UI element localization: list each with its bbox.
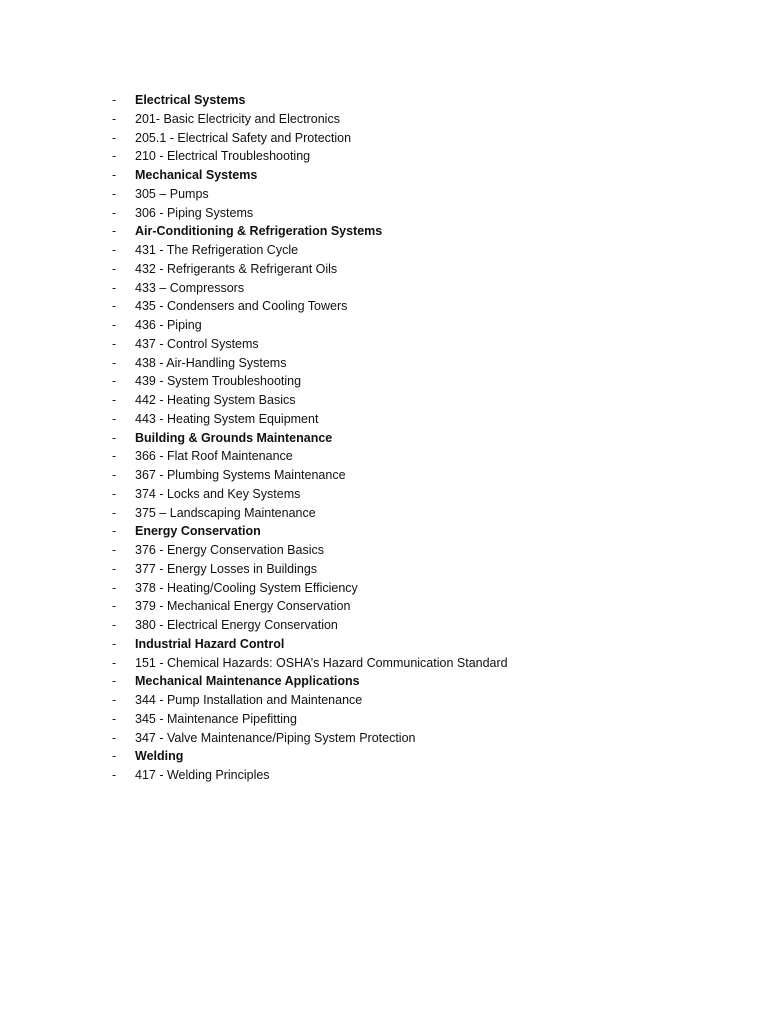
course-text: 442 - Heating System Basics — [135, 393, 296, 407]
course-text: 205.1 - Electrical Safety and Protection — [135, 130, 352, 145]
course-item — [112, 560, 508, 579]
course-text: 378 - Heating/Cooling System Efficiency — [135, 580, 358, 595]
bullet-dash: - — [112, 149, 117, 164]
course-text: 305 – Pumps — [135, 186, 209, 201]
course-text: 437 - Control Systems — [135, 336, 259, 351]
bullet-dash: - — [112, 655, 117, 670]
course-text: 417 - Welding Principles — [135, 768, 270, 782]
bullet-dash: - — [112, 168, 117, 182]
course-item — [112, 204, 508, 223]
course-item — [112, 241, 508, 260]
section-heading-text: Welding — [135, 749, 184, 764]
course-item — [112, 691, 508, 710]
course-item — [112, 579, 508, 598]
course-text: 151 - Chemical Hazards: OSHA’s Hazard Communication Standard — [135, 655, 508, 670]
section-heading-text: Electrical Systems — [135, 93, 246, 107]
course-text: 345 - Maintenance Pipefitting — [135, 711, 297, 726]
section-heading-text: Mechanical Maintenance Applications — [135, 674, 360, 689]
course-item — [112, 129, 508, 148]
course-item — [112, 260, 508, 279]
course-item — [112, 372, 508, 391]
section-heading-item — [112, 522, 508, 541]
section-heading-text: Energy Conservation — [135, 524, 261, 539]
bullet-dash: - — [112, 261, 117, 276]
course-item — [112, 279, 508, 298]
course-text: 377 - Energy Losses in Buildings — [135, 561, 318, 576]
bullet-dash: - — [112, 224, 117, 239]
course-text: 435 - Condensers and Cooling Towers — [135, 299, 348, 314]
course-item — [112, 110, 508, 129]
course-item — [112, 316, 508, 335]
course-item — [112, 597, 508, 616]
course-text: 438 - Air-Handling Systems — [135, 355, 287, 370]
course-text: 436 - Piping — [135, 318, 202, 332]
course-text: 375 – Landscaping Maintenance — [135, 505, 316, 520]
section-heading-text: Industrial Hazard Control — [135, 636, 285, 651]
bullet-dash: - — [112, 636, 117, 651]
bullet-dash: - — [112, 561, 117, 576]
course-item — [112, 485, 508, 504]
bullet-dash: - — [112, 468, 117, 482]
course-text: 344 - Pump Installation and Maintenance — [135, 693, 363, 707]
bullet-dash: - — [112, 430, 117, 445]
course-text: 376 - Energy Conservation Basics — [135, 543, 324, 557]
bullet-dash: - — [112, 580, 117, 595]
bullet-dash: - — [112, 486, 117, 501]
section-heading-item — [112, 747, 508, 766]
course-text: 379 - Mechanical Energy Conservation — [135, 599, 351, 614]
course-text: 306 - Piping Systems — [135, 205, 254, 220]
section-heading-item — [112, 222, 508, 241]
course-item — [112, 710, 508, 729]
course-text: 431 - The Refrigeration Cycle — [135, 243, 299, 257]
section-heading-item — [112, 429, 508, 448]
course-text: 432 - Refrigerants & Refrigerant Oils — [135, 261, 338, 276]
bullet-dash: - — [112, 411, 117, 426]
bullet-dash: - — [112, 130, 117, 145]
course-item — [112, 391, 508, 410]
bullet-dash: - — [112, 768, 117, 782]
bullet-dash: - — [112, 618, 117, 632]
bullet-dash: - — [112, 524, 117, 539]
bullet-dash: - — [112, 280, 117, 295]
course-item — [112, 185, 508, 204]
course-item — [112, 616, 508, 635]
course-text: 433 – Compressors — [135, 280, 245, 295]
course-text: 443 - Heating System Equipment — [135, 411, 319, 426]
course-item — [112, 466, 508, 485]
section-heading-item — [112, 672, 508, 691]
bullet-dash: - — [112, 543, 117, 557]
bullet-dash: - — [112, 449, 117, 464]
bullet-dash: - — [112, 111, 117, 126]
course-text: 201- Basic Electricity and Electronics — [135, 111, 340, 126]
course-item — [112, 729, 508, 748]
bullet-dash: - — [112, 336, 117, 351]
bullet-dash: - — [112, 243, 117, 257]
bullet-dash: - — [112, 730, 117, 745]
bullet-dash: - — [112, 318, 117, 332]
course-item — [112, 354, 508, 373]
bullet-dash: - — [112, 693, 117, 707]
bullet-dash: - — [112, 599, 117, 614]
bullet-dash: - — [112, 505, 117, 520]
course-item — [112, 504, 508, 523]
section-heading-text: Building & Grounds Maintenance — [135, 430, 333, 445]
course-item — [112, 410, 508, 429]
course-text: 439 - System Troubleshooting — [135, 374, 302, 389]
section-heading-item — [112, 635, 508, 654]
course-text: 210 - Electrical Troubleshooting — [135, 149, 311, 164]
section-heading-item — [112, 166, 508, 185]
course-text: 374 - Locks and Key Systems — [135, 486, 301, 501]
course-item — [112, 297, 508, 316]
course-text: 366 - Flat Roof Maintenance — [135, 449, 293, 464]
bullet-dash: - — [112, 711, 117, 726]
bullet-dash: - — [112, 299, 117, 314]
course-list — [112, 91, 508, 785]
course-item — [112, 147, 508, 166]
bullet-dash: - — [112, 355, 117, 370]
bullet-dash: - — [112, 186, 117, 201]
bullet-dash: - — [112, 93, 117, 107]
bullet-dash: - — [112, 374, 117, 389]
course-text: 347 - Valve Maintenance/Piping System Protection — [135, 730, 416, 745]
course-item — [112, 447, 508, 466]
course-text: 367 - Plumbing Systems Maintenance — [135, 468, 346, 482]
section-heading-text: Air-Conditioning & Refrigeration Systems — [135, 224, 383, 239]
course-item — [112, 541, 508, 560]
bullet-dash: - — [112, 674, 117, 689]
section-heading-item — [112, 91, 508, 110]
section-heading-text: Mechanical Systems — [135, 168, 258, 182]
course-text: 380 - Electrical Energy Conservation — [135, 618, 338, 632]
course-item — [112, 654, 508, 673]
bullet-dash: - — [112, 205, 117, 220]
course-item — [112, 766, 508, 785]
bullet-dash: - — [112, 749, 117, 764]
bullet-dash: - — [112, 393, 117, 407]
course-item — [112, 335, 508, 354]
